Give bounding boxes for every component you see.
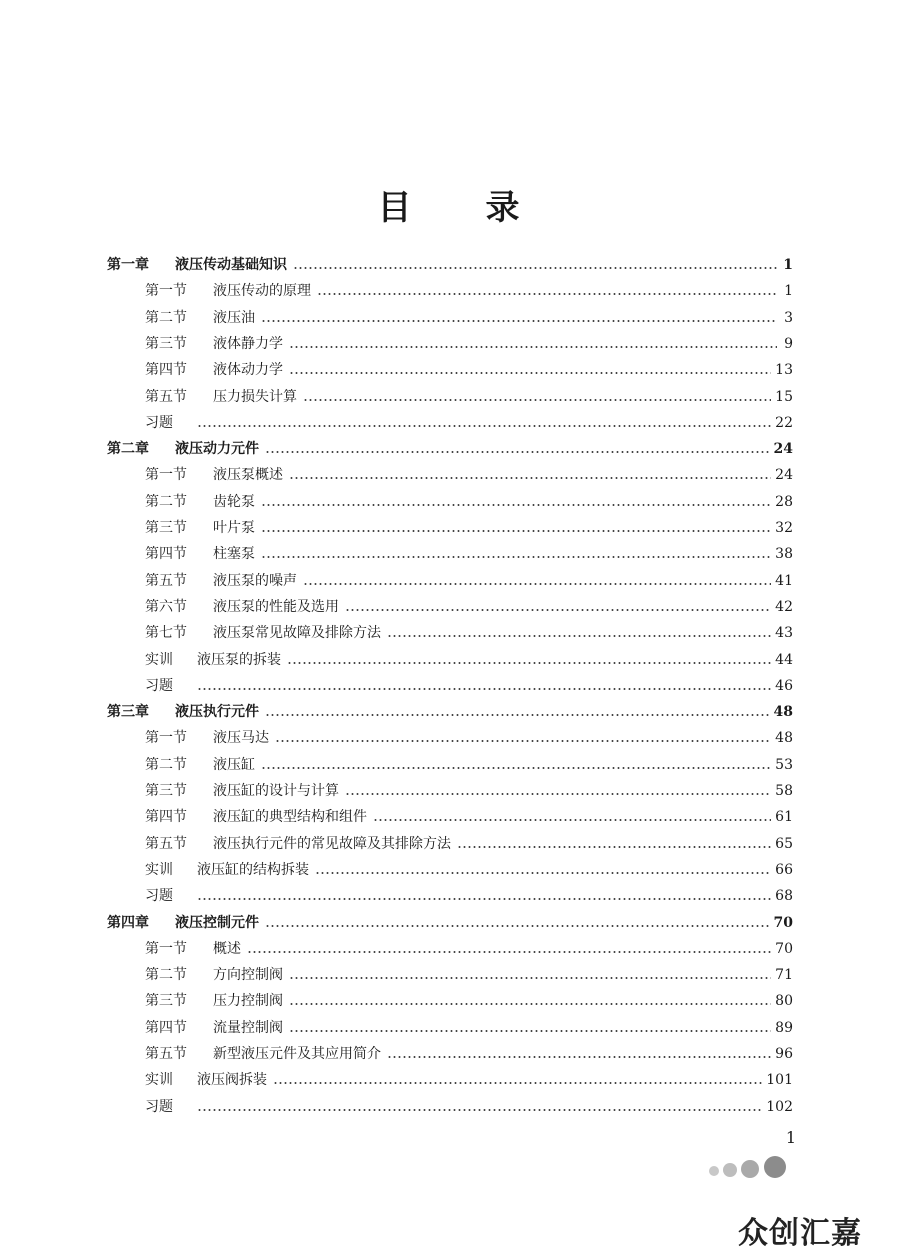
toc-page-number: 9: [784, 335, 793, 352]
toc-page-number: 32: [775, 520, 793, 536]
toc-section-row: [145, 725, 793, 751]
title-char-left: 目: [377, 188, 414, 228]
toc-label: 习题: [145, 888, 173, 905]
ornament-dot-4: [764, 1156, 786, 1178]
toc-page-number: 61: [775, 809, 793, 826]
toc-title: 液压泵的性能及选用: [213, 598, 339, 615]
toc-section-row: [145, 831, 793, 857]
ornament-dot-3: [741, 1160, 759, 1178]
toc-label: 第四节: [145, 809, 187, 826]
toc-label: 第五节: [145, 1046, 187, 1062]
toc-title: 液压缸: [213, 756, 255, 773]
toc-label: 第一节: [145, 730, 187, 747]
toc-leader-dots: [287, 662, 771, 664]
toc-section-row: [145, 489, 793, 515]
toc-leader-dots: [303, 399, 771, 401]
toc-title: 齿轮泵: [213, 493, 255, 510]
toc-section-row: [145, 1067, 793, 1093]
toc-label: 习题: [145, 677, 173, 694]
toc-leader-dots: [303, 583, 771, 585]
toc-title: 概述: [213, 940, 241, 957]
toc-label: 第五节: [145, 388, 187, 405]
toc-page-number: 66: [775, 861, 793, 878]
toc-leader-dots: [289, 477, 771, 479]
ornament-dot-2: [723, 1163, 737, 1177]
toc-label: 第三节: [145, 993, 187, 1010]
toc-page-number: 101: [766, 1072, 793, 1089]
toc-section-row: [145, 1015, 793, 1041]
toc-section-row: [145, 857, 793, 883]
toc-section-row: [145, 673, 793, 699]
toc-title: 液压缸的典型结构和组件: [213, 809, 367, 826]
toc-title: 新型液压元件及其应用简介: [213, 1046, 381, 1062]
toc-leader-dots: [197, 898, 771, 900]
toc-label: 第二节: [145, 967, 187, 984]
toc-page-number: 48: [773, 704, 793, 721]
toc-leader-dots: [265, 451, 770, 453]
toc-leader-dots: [261, 556, 771, 558]
toc-chapter-row: [107, 252, 793, 278]
toc-title: 方向控制阀: [213, 967, 283, 984]
toc-title: 液压阀拆装: [197, 1072, 267, 1089]
watermark-logo: 众创汇嘉: [738, 1216, 862, 1251]
toc-section-row: [145, 462, 793, 488]
toc-section-row: [145, 936, 793, 962]
toc-page-number: 58: [775, 783, 793, 799]
toc-leader-dots: [261, 767, 771, 769]
page-ornament-icon: [706, 1154, 792, 1184]
toc-page-number: 24: [775, 467, 793, 484]
toc-page-number: 28: [775, 493, 793, 510]
toc-leader-dots: [345, 793, 771, 795]
toc-label: 第一节: [145, 940, 187, 957]
toc-leader-dots: [289, 1003, 771, 1005]
toc-section-row: [145, 278, 793, 304]
toc-leader-dots: [315, 872, 771, 874]
toc-label: 第二节: [145, 493, 187, 510]
toc-page-number: 42: [775, 598, 793, 615]
toc-label: 第三节: [145, 783, 187, 799]
toc-section-row: [145, 594, 793, 620]
toc-label: 实训: [145, 1072, 173, 1089]
toc-page-number: 41: [775, 572, 793, 589]
toc-section-row: [145, 647, 793, 673]
toc-leader-dots: [197, 425, 771, 427]
toc-label: 第四章: [107, 914, 149, 931]
toc-leader-dots: [345, 609, 771, 611]
toc-page-number: 65: [775, 835, 793, 852]
toc-label: 第四节: [145, 546, 187, 563]
toc-leader-dots: [273, 1082, 762, 1084]
toc-title: 液压马达: [213, 730, 269, 747]
toc-section-row: [145, 1094, 793, 1120]
toc-title: 液体动力学: [213, 362, 283, 379]
toc-section-row: [145, 804, 793, 830]
toc-title: 液压动力元件: [175, 441, 259, 458]
toc-section-row: [145, 752, 793, 778]
toc-leader-dots: [197, 688, 771, 690]
toc-page-number: 89: [775, 1019, 793, 1036]
toc-section-row: [145, 305, 793, 331]
toc-title: 柱塞泵: [213, 546, 255, 563]
ornament-dot-1: [709, 1166, 719, 1176]
toc-section-row: [145, 883, 793, 909]
toc-section-row: [145, 384, 793, 410]
toc-label: 第三节: [145, 520, 187, 536]
toc-label: 第五节: [145, 835, 187, 852]
toc-page-number: 38: [775, 546, 793, 563]
toc-page-number: 48: [775, 730, 793, 747]
toc-leader-dots: [265, 714, 770, 716]
toc-section-row: [145, 357, 793, 383]
toc-section-row: [145, 331, 793, 357]
toc-title: 液体静力学: [213, 335, 283, 352]
toc-label: 实训: [145, 651, 173, 668]
toc-page-number: 102: [766, 1098, 793, 1115]
toc-title: 液压泵常见故障及排除方法: [213, 625, 381, 642]
toc-title: 液压油: [213, 309, 255, 326]
toc-label: 实训: [145, 861, 173, 878]
toc-label: 第一章: [107, 257, 149, 273]
toc-page-number: 24: [773, 441, 793, 458]
toc-section-row: [145, 515, 793, 541]
toc-leader-dots: [289, 346, 777, 348]
toc-leader-dots: [317, 293, 777, 295]
toc-label: 习题: [145, 1098, 173, 1115]
toc-title: 液压执行元件的常见故障及其排除方法: [213, 835, 451, 852]
toc-page-number: 15: [775, 388, 793, 405]
toc-leader-dots: [373, 819, 771, 821]
toc-title: 压力损失计算: [213, 388, 297, 405]
toc-leader-dots: [261, 530, 771, 532]
toc-page-number: 43: [775, 625, 793, 642]
toc-page-number: 70: [773, 914, 793, 931]
toc-label: 第六节: [145, 598, 187, 615]
toc-title: 叶片泵: [213, 520, 255, 536]
toc-label: 第一节: [145, 283, 187, 300]
toc-chapter-row: [107, 910, 793, 936]
toc-title: 液压缸的设计与计算: [213, 783, 339, 799]
toc-label: 第三节: [145, 335, 187, 352]
toc-section-row: [145, 410, 793, 436]
title-char-right: 录: [485, 188, 522, 228]
toc-section-row: [145, 620, 793, 646]
toc-page-number: 22: [775, 414, 793, 431]
toc-section-row: [145, 1041, 793, 1067]
toc-title: 液压泵概述: [213, 467, 283, 484]
toc-label: 第四节: [145, 1019, 187, 1036]
toc-leader-dots: [261, 504, 771, 506]
toc-leader-dots: [261, 320, 777, 322]
toc-label: 第七节: [145, 625, 187, 642]
toc-page-number: 96: [775, 1046, 793, 1062]
toc-leader-dots: [275, 740, 771, 742]
toc-page-number: 1: [783, 257, 793, 273]
toc-title: 液压泵的拆装: [197, 651, 281, 668]
toc-leader-dots: [293, 267, 777, 269]
toc-title: 液压传动的原理: [213, 283, 311, 300]
toc-section-row: [145, 541, 793, 567]
toc-leader-dots: [197, 1109, 762, 1111]
toc-chapter-row: [107, 699, 793, 725]
toc-section-row: [145, 988, 793, 1014]
toc-leader-dots: [265, 925, 770, 927]
toc-title: 液压传动基础知识: [175, 257, 287, 273]
toc-page-number: 71: [775, 967, 793, 984]
toc-page-number: 13: [775, 362, 793, 379]
toc-leader-dots: [247, 951, 771, 953]
toc-label: 第二节: [145, 756, 187, 773]
toc-label: 第四节: [145, 362, 187, 379]
toc-leader-dots: [289, 977, 771, 979]
toc-title: 压力控制阀: [213, 993, 283, 1010]
page-number: 1: [785, 1128, 796, 1147]
toc-label: 第五节: [145, 572, 187, 589]
toc-leader-dots: [289, 372, 771, 374]
toc-leader-dots: [457, 846, 771, 848]
toc-title: 液压缸的结构拆装: [197, 861, 309, 878]
toc-page-number: 46: [775, 677, 793, 694]
toc-page-number: 70: [775, 940, 793, 957]
toc-chapter-row: [107, 436, 793, 462]
toc-section-row: [145, 778, 793, 804]
toc-section-row: [145, 568, 793, 594]
toc-title: 液压控制元件: [175, 914, 259, 931]
toc-label: 习题: [145, 414, 173, 431]
toc-title: 液压泵的噪声: [213, 572, 297, 589]
toc-title: 流量控制阀: [213, 1019, 283, 1036]
toc-leader-dots: [289, 1030, 771, 1032]
toc-page-number: 68: [775, 888, 793, 905]
toc-page-number: 3: [784, 309, 793, 326]
page-title: [0, 180, 899, 229]
toc-leader-dots: [387, 1056, 771, 1058]
toc-leader-dots: [387, 635, 771, 637]
toc-page-number: 1: [784, 283, 793, 300]
toc-label: 第二节: [145, 309, 187, 326]
toc-page-number: 44: [775, 651, 793, 668]
toc-page-number: 80: [775, 993, 793, 1010]
toc-label: 第一节: [145, 467, 187, 484]
toc-label: 第二章: [107, 441, 149, 458]
toc-section-row: [145, 962, 793, 988]
toc-title: 液压执行元件: [175, 704, 259, 721]
toc-page-number: 53: [775, 756, 793, 773]
toc-label: 第三章: [107, 704, 149, 721]
